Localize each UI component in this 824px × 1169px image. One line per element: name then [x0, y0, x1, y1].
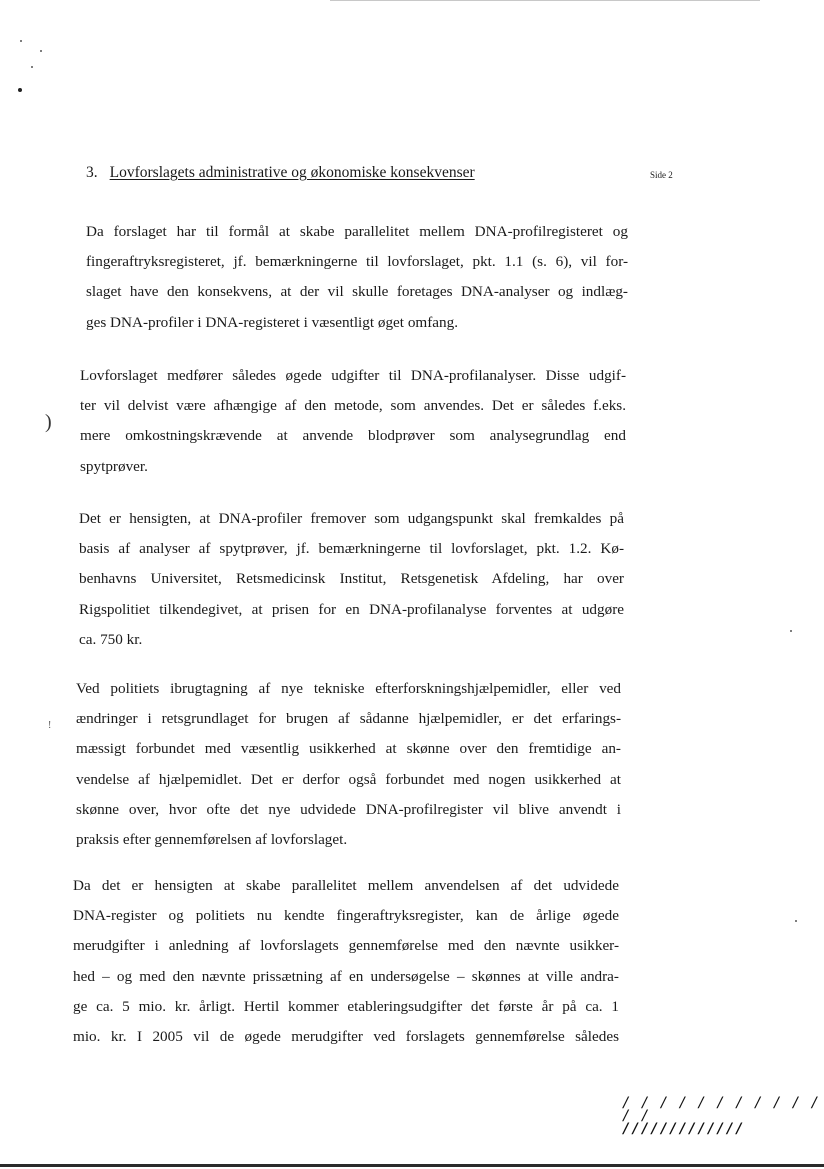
text-line: ter vil delvist være afhængige af den metode, som anvendes. Det er således f.eks.	[80, 397, 626, 415]
scan-bottom-edge	[0, 1164, 824, 1167]
page-label: Side 2	[650, 170, 673, 180]
section-heading	[86, 164, 475, 182]
text-line: slaget have den konsekvens, at der vil skulle foretages DNA-analyser og indlæg-	[86, 283, 628, 301]
text-line: DNA-register og politiets nu kendte fingeraftryksregister, kan de årlige øgede	[73, 907, 619, 925]
text-line: skønne over, hvor ofte det nye udvidede DNA-profilregister vil blive anvendt i	[76, 800, 621, 818]
text-line: praksis efter gennemførelsen af lovforslaget.	[76, 830, 348, 848]
text-line: Ved politiets ibrugtagning af nye tekniske efterforskningshjælpemidler, eller ved	[76, 680, 621, 697]
text-line: ge ca. 5 mio. kr. årligt. Hertil kommer etableringsudgifter det første år på ca. 1	[73, 997, 619, 1015]
text-line: ges DNA-profiler i DNA-registeret i væsentligt øget omfang.	[86, 313, 459, 331]
paragraph-1	[86, 217, 628, 338]
text-line: ca. 750 kr.	[79, 630, 143, 648]
text-line: Lovforslaget medfører således øgede udgifter til DNA-profilanalyser. Disse udgif-	[80, 367, 626, 384]
text-line: mæssigt forbundet med væsentlig usikkerhed at skønne over den fremtidige an-	[76, 740, 621, 758]
scan-mark: !	[48, 720, 52, 731]
text-line: spytprøver.	[80, 457, 148, 475]
scan-speck	[18, 88, 22, 92]
text-line: fingeraftryksregisteret, jf. bemærkningerne til lovforslaget, pkt. 1.1 (s. 6), vil for-	[86, 253, 628, 271]
barcode-row: /////////////	[622, 1121, 745, 1137]
text-line: mere omkostningskrævende at anvende blodprøver som analysegrundlag end	[80, 427, 626, 445]
scan-speck	[31, 66, 33, 68]
text-line: Da det er hensigten at skabe parallelitet mellem anvendelsen af det udvidede	[73, 877, 619, 894]
text-line: vendelse af hjælpemidlet. Det er derfor også forbundet med nogen usikkerhed at	[76, 770, 621, 788]
text-line: mio. kr. I 2005 vil de øgede merudgifter ved forslagets gennemførelse således	[73, 1027, 619, 1045]
scan-speck	[795, 920, 797, 922]
paragraph-5	[73, 871, 619, 1052]
text-line: ændringer i retsgrundlaget for brugen af sådanne hjælpemidler, er det erfarings-	[76, 710, 621, 728]
scan-mark-bracket: )	[45, 411, 52, 433]
section-number: 3.	[86, 164, 98, 181]
text-line: merudgifter i anledning af lovforslagets gennemførelse med den nævnte usikker-	[73, 937, 619, 955]
text-line: Rigspolitiet tilkendegivet, at prisen for en DNA-profilanalyse forventes at udgøre	[79, 600, 624, 618]
section-title: Lovforslagets administrative og økonomiske konsekvenser	[109, 164, 475, 181]
scan-speck	[20, 40, 22, 42]
scan-speck	[40, 50, 42, 52]
text-line: basis af analyser af spytprøver, jf. bemærkningerne til lovforslaget, pkt. 1.2. Kø-	[79, 540, 624, 558]
text-line: benhavns Universitet, Retsmedicinsk Institut, Retsgenetisk Afdeling, har over	[79, 570, 624, 588]
text-line: hed – og med den nævnte prissætning af en undersøgelse – skønnes at ville andra-	[73, 967, 619, 985]
barcode-row: / / / / / / / / / / / / /	[622, 1095, 821, 1124]
text-line: Det er hensigten, at DNA-profiler fremover som udgangspunkt skal fremkaldes på	[79, 510, 624, 527]
barcode-marks	[622, 1097, 824, 1136]
scan-speck	[790, 630, 792, 632]
scan-top-line	[330, 0, 760, 1]
paragraph-3	[79, 504, 624, 655]
paragraph-4	[76, 674, 621, 855]
text-line: Da forslaget har til formål at skabe parallelitet mellem DNA-profilregisteret og	[86, 223, 628, 240]
paragraph-2	[80, 361, 626, 482]
